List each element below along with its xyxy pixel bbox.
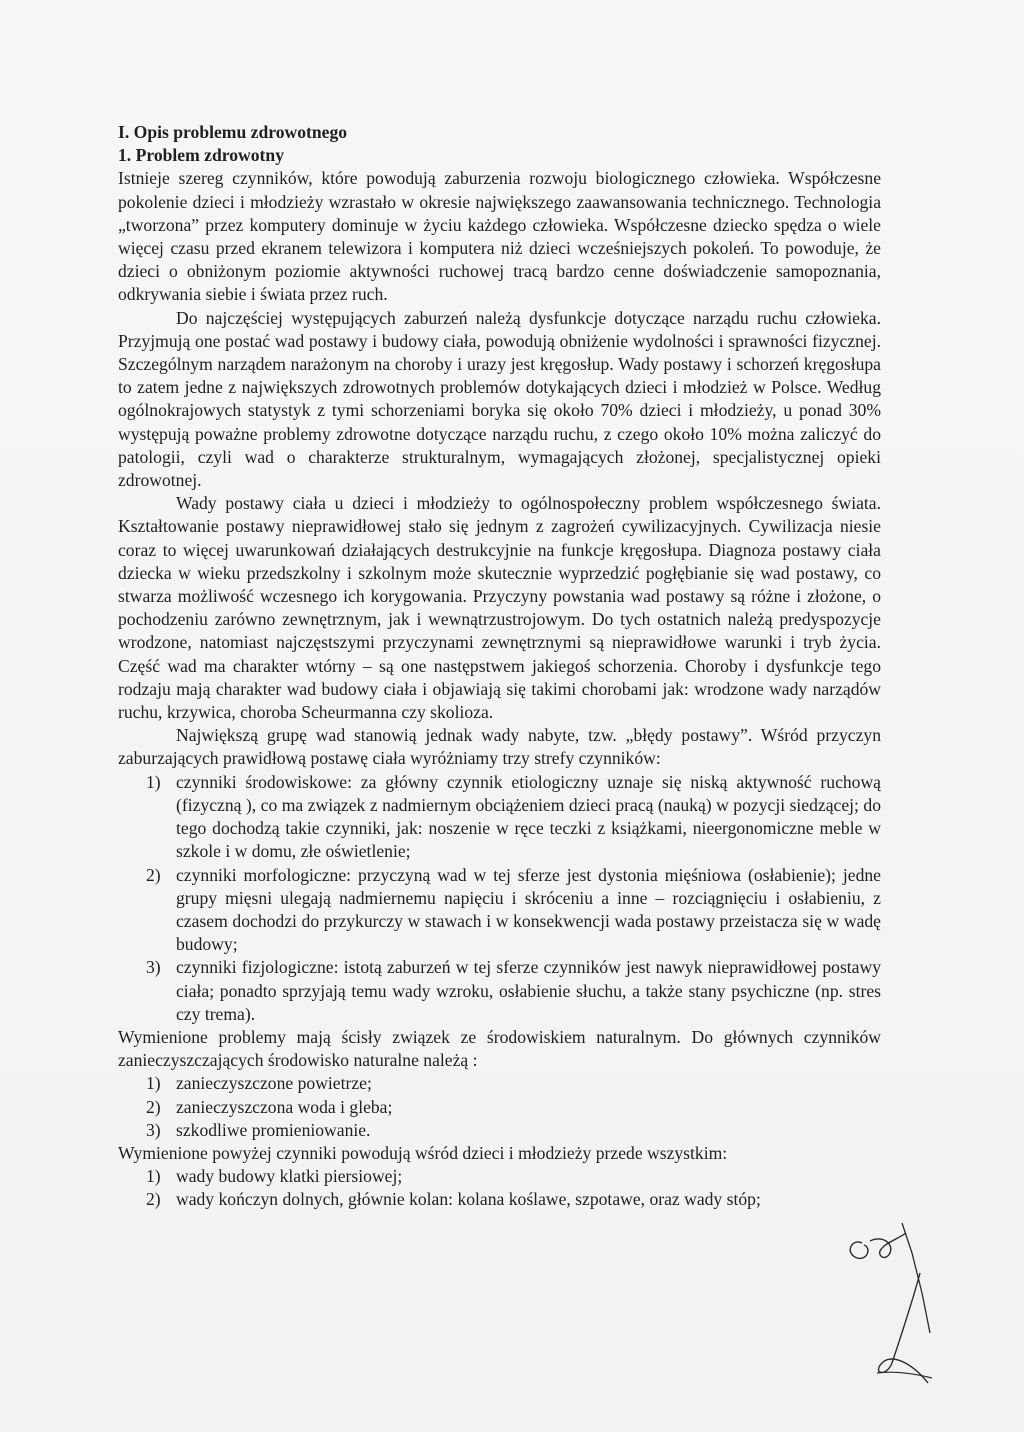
list-item-number: 2) [146,1096,161,1117]
list-item [118,1165,881,1188]
factors-list [118,771,881,1026]
subsection-title: 1. Problem zdrowotny [118,145,284,166]
paragraph-environment: Wymienione problemy mają ścisły związek ze środowiskiem naturalnym. Do głównych czynników zanieczyszczających środowisko naturalne należą : [118,1026,881,1071]
list-item-number: 2) [146,1189,161,1210]
document-body [118,121,881,1212]
list-item-number: 1) [146,1073,161,1094]
list-item-text: czynniki morfologiczne: przyczyną wad w tej sferze jest dystonia mięśniowa (osłabienie); jedne grupy mięsni ulegają nadmiernemu napięciu i skróceniu a inne – rozciągnięciu i osłabieniu, z czasem dochodzi do przykurczy w stawach i w konsekwencji wada postawy przeistacza się w wadę budowy; [176,864,881,955]
list-item [118,1188,881,1211]
list-item-text: wady budowy klatki piersiowej; [176,1166,403,1187]
list-item [118,956,881,1026]
list-item-number: 3) [146,1119,161,1140]
paragraph-effects: Wymienione powyżej czynniki powodują wśród dzieci i młodzieży przede wszystkim: [118,1142,728,1163]
list-item-text: szkodliwe promieniowanie. [176,1119,371,1140]
list-item [118,771,881,864]
list-item-text: czynniki środowiskowe: za główny czynnik etiologiczny uznaje się niską aktywność ruchową (fizyczną ), co ma związek z nadmiernym obciążeniem dzieci pracą (nauką) w pozycji siedzącej; do tego dochodzą takie czynniki, jak: noszenie w ręce teczki z książkami, nieergonomiczne meble w szkole i w domu, złe oświetlenie; [176,771,881,862]
list-item [118,1072,881,1095]
list-item-number: 1) [146,1166,161,1187]
list-item-text: wady kończyn dolnych, głównie kolan: kolana koślawe, szpotawe, oraz wady stóp; [176,1189,761,1210]
handwritten-signature [822,1213,942,1393]
list-item-number: 2) [146,864,161,885]
list-item-number: 1) [146,771,161,792]
environment-list [118,1072,881,1142]
effects-list [118,1165,881,1211]
list-item-text: zanieczyszczone powietrze; [176,1073,372,1094]
section-title: I. Opis problemu zdrowotnego [118,122,348,142]
list-item [118,1119,881,1142]
list-item-text: zanieczyszczona woda i gleba; [176,1096,393,1117]
paragraph-intro: Istnieje szereg czynników, które powodują zaburzenia rozwoju biologicznego człowieka. Współczesne pokolenie dzieci i młodzieży wzrastało w okresie największego zaawansowania technicznego. Technologia „tworzona” przez komputery dominuje w życiu każdego człowieka. Współczesne dziecko spędza o wiele więcej czasu przed ekranem telewizora i komputera niż dzieci wcześniejszych pokoleń. To powoduje, że dzieci o obniżonym poziomie aktywności ruchowej tracą bardzo cenne doświadczenie samopoznania, odkrywania siebie i świata przez ruch. [118,168,881,305]
list-item-text: czynniki fizjologiczne: istotą zaburzeń w tej sferze czynników jest nawyk nieprawidłowej postawy ciała; ponadto sprzyjają temu wady wzroku, osłabienie słuchu, a także stany psychiczne (np. stres czy trema). [176,957,881,1024]
paragraph-posture-defects: Wady postawy ciała u dzieci i młodzieży to ogólnospołeczny problem współczesnego świata. Kształtowanie postawy nieprawidłowej stało się jednym z zagrożeń cywilizacyjnych. Cywilizacja niesie coraz to więcej uwarunkowań działających destrukcyjnie na funkcje kręgosłupa. Diagnoza postawy ciała dziecka w wieku przedszkolny i szkolnym może skutecznie wyprzedzić pogłębianie się wad postawy, co stwarza możliwość wczesnego ich korygowania. Przyczyny powstania wad postawy są różne i złożone, o pochodzeniu zarówno zewnętrznym, jak i wewnątrzustrojowym. Do tych ostatnich należą predyspozycje wrodzone, natomiast najczęstszymi przyczynami zewnętrznymi są nieprawidłowe warunki i tryb życia. Część wad ma charakter wtórny – są one następstwem jakiegoś schorzenia. Choroby i dysfunkcje tego rodzaju mają charakter wad budowy ciała i objawiają się takimi chorobami jak: wrodzone wady narządów ruchu, krzywica, choroba Scheurmanna czy skolioza. [118,493,881,723]
paragraph-acquired-defects: Największą grupę wad stanowią jednak wady nabyte, tzw. „błędy postawy”. Wśród przyczyn zaburzających prawidłową postawę ciała wyróżniamy trzy strefy czynników: [118,725,881,769]
list-item [118,864,881,957]
list-item [118,1096,881,1119]
paragraph-dysfunctions: Do najczęściej występujących zaburzeń należą dysfunkcje dotyczące narządu ruchu człowieka. Przyjmują one postać wad postawy i budowy ciała, powodują obniżenie wydolności i sprawności fizycznej. Szczególnym narządem narażonym na choroby i urazy jest kręgosłup. Wady postawy i schorzeń kręgosłupa to zatem jedne z największych zdrowotnych problemów dotykających dzieci i młodzież w Polsce. Według ogólnokrajowych statystyk z tymi schorzeniami boryka się około 70% dzieci i młodzieży, u ponad 30% występują poważne problemy zdrowotne dotyczące narządu ruchu, z czego około 10% można zaliczyć do patologii, czyli wad o charakterze strukturalnym, wymagających złożonej, specjalistycznej opieki zdrowotnej. [118,307,881,491]
list-item-number: 3) [146,957,161,978]
